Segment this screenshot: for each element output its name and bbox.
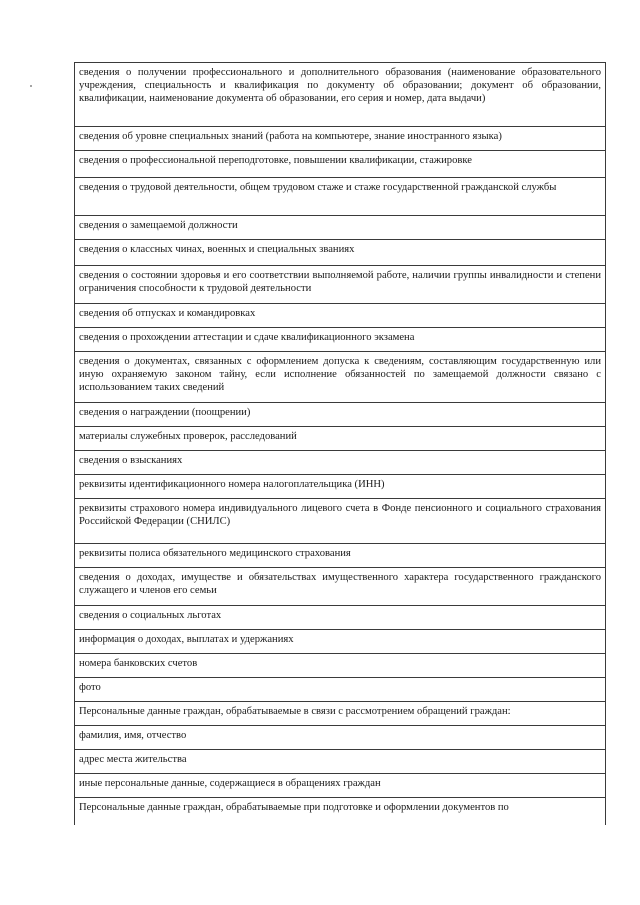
table-row [75, 606, 606, 630]
table-row [75, 654, 606, 678]
table-cell: реквизиты страхового номера индивидуального лицевого счета в Фонде пенсионного и социального страхования Российской Федерации (СНИЛС) [75, 499, 606, 544]
table-cell: сведения о состоянии здоровья и его соответствии выполняемой работе, наличии группы инвалидности и степени ограничения способности к трудовой деятельности [75, 266, 606, 304]
table-row [75, 451, 606, 475]
table-row [75, 427, 606, 451]
table-row [75, 568, 606, 606]
table-cell: сведения о замещаемой должности [75, 216, 606, 240]
table-row [75, 726, 606, 750]
table-cell: адрес места жительства [75, 750, 606, 774]
table-row [75, 750, 606, 774]
table-cell: Персональные данные граждан, обрабатываемые в связи с рассмотрением обращений граждан: [75, 702, 606, 726]
table-cell: сведения о трудовой деятельности, общем трудовом стаже и стаже государственной гражданской службы [75, 178, 606, 216]
table-cell: сведения о взысканиях [75, 451, 606, 475]
table-row [75, 151, 606, 178]
table-cell: Персональные данные граждан, обрабатываемые при подготовке и оформлении документов по [75, 798, 606, 826]
table-row [75, 499, 606, 544]
table-row [75, 630, 606, 654]
table-cell: сведения о документах, связанных с оформлением допуска к сведениям, составляющим государственную или иную охраняемую законом тайну, если исполнение обязанностей по замещаемой должности связано с использованием таких сведений [75, 352, 606, 403]
table-cell: иные персональные данные, содержащиеся в обращениях граждан [75, 774, 606, 798]
table-cell: сведения о прохождении аттестации и сдаче квалификационного экзамена [75, 328, 606, 352]
table-row [75, 475, 606, 499]
table-row [75, 798, 606, 826]
table-row [75, 127, 606, 151]
personal-data-table [74, 62, 606, 825]
table-cell: сведения о классных чинах, военных и специальных званиях [75, 240, 606, 266]
table-cell: материалы служебных проверок, расследований [75, 427, 606, 451]
table-row [75, 178, 606, 216]
table-cell: сведения о доходах, имуществе и обязательствах имущественного характера государственного гражданского служащего и членов его семьи [75, 568, 606, 606]
table-cell: реквизиты полиса обязательного медицинского страхования [75, 544, 606, 568]
table-row [75, 304, 606, 328]
table-cell: сведения об уровне специальных знаний (работа на компьютере, знание иностранного языка) [75, 127, 606, 151]
table-cell: реквизиты идентификационного номера налогоплательщика (ИНН) [75, 475, 606, 499]
table-row [75, 544, 606, 568]
table-row [75, 403, 606, 427]
table-row [75, 266, 606, 304]
scan-speck [30, 85, 32, 87]
table-row [75, 702, 606, 726]
table-cell: сведения о профессиональной переподготовке, повышении квалификации, стажировке [75, 151, 606, 178]
table-row [75, 774, 606, 798]
table-cell: фамилия, имя, отчество [75, 726, 606, 750]
table-row [75, 240, 606, 266]
table-cell: сведения об отпусках и командировках [75, 304, 606, 328]
table-cell: сведения о получении профессионального и дополнительного образования (наименование образовательного учреждения, специальность и квалификация по документу об образовании; документ об образовании, квалификации, наименование документа об образовании, его серия и номер, дата выдачи) [75, 63, 606, 127]
table-row [75, 352, 606, 403]
table-cell: информация о доходах, выплатах и удержаниях [75, 630, 606, 654]
table-row [75, 216, 606, 240]
table-cell: фото [75, 678, 606, 702]
table-cell: номера банковских счетов [75, 654, 606, 678]
table-row [75, 678, 606, 702]
table-row [75, 328, 606, 352]
table-cell: сведения о награждении (поощрении) [75, 403, 606, 427]
table-row [75, 63, 606, 127]
table-cell: сведения о социальных льготах [75, 606, 606, 630]
